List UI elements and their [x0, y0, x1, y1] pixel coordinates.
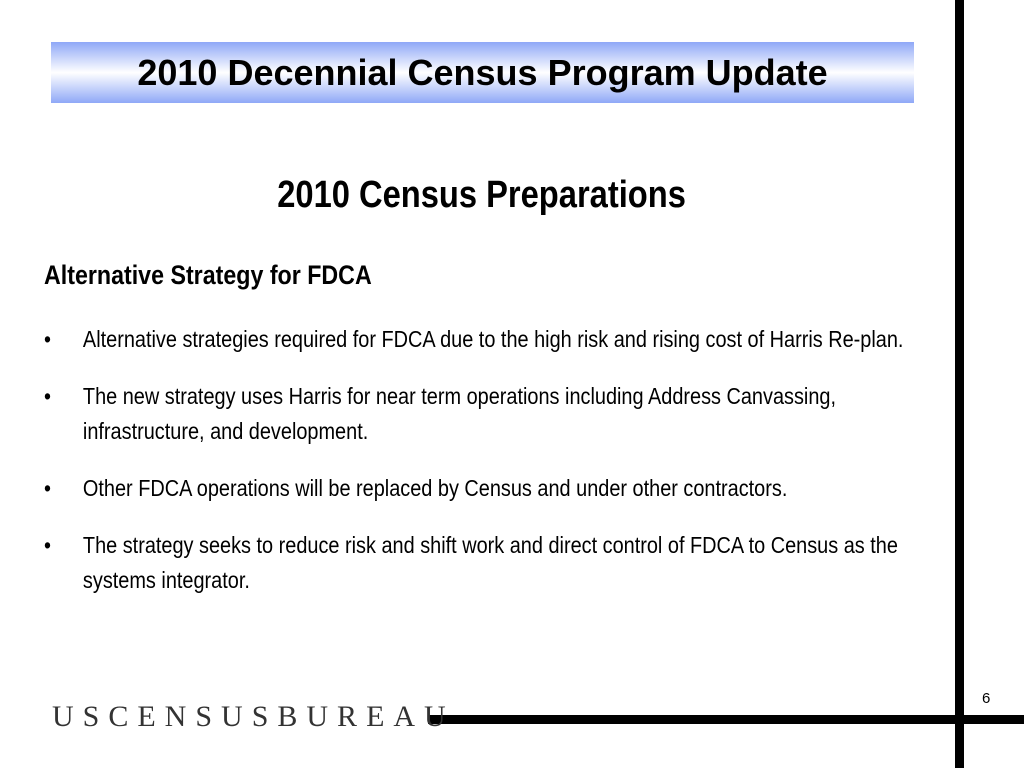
- bullet-text: Alternative strategies required for FDCA due to the high risk and rising cost of Harris Re-plan.: [82, 326, 904, 352]
- bullet-item: [44, 471, 909, 506]
- bullet-item: [44, 379, 909, 449]
- footer-rule: [428, 715, 1024, 724]
- vertical-rule: [955, 0, 964, 768]
- bullet-list: [44, 322, 909, 620]
- section-heading: 2010 Census Preparations: [277, 174, 686, 216]
- bullet-text: Other FDCA operations will be replaced by Census and under other contractors.: [82, 475, 788, 501]
- bullet-marker: •: [44, 383, 51, 409]
- bullet-marker: •: [44, 326, 51, 352]
- title-banner: [51, 42, 914, 103]
- page-number: 6: [982, 690, 991, 707]
- bullet-item: [44, 322, 909, 357]
- bullet-text: The strategy seeks to reduce risk and shift work and direct control of FDCA to Census as the systems integrator.: [82, 532, 898, 593]
- slide-title: 2010 Decennial Census Program Update: [137, 51, 828, 93]
- sub-heading: Alternative Strategy for FDCA: [44, 260, 372, 290]
- bullet-marker: •: [44, 475, 51, 501]
- census-bureau-logo: USCENSUSBUREAU: [52, 700, 455, 733]
- bullet-item: [44, 528, 909, 598]
- bullet-text: The new strategy uses Harris for near term operations including Address Canvassing, infrastructure, and development.: [82, 383, 836, 444]
- bullet-marker: •: [44, 532, 51, 558]
